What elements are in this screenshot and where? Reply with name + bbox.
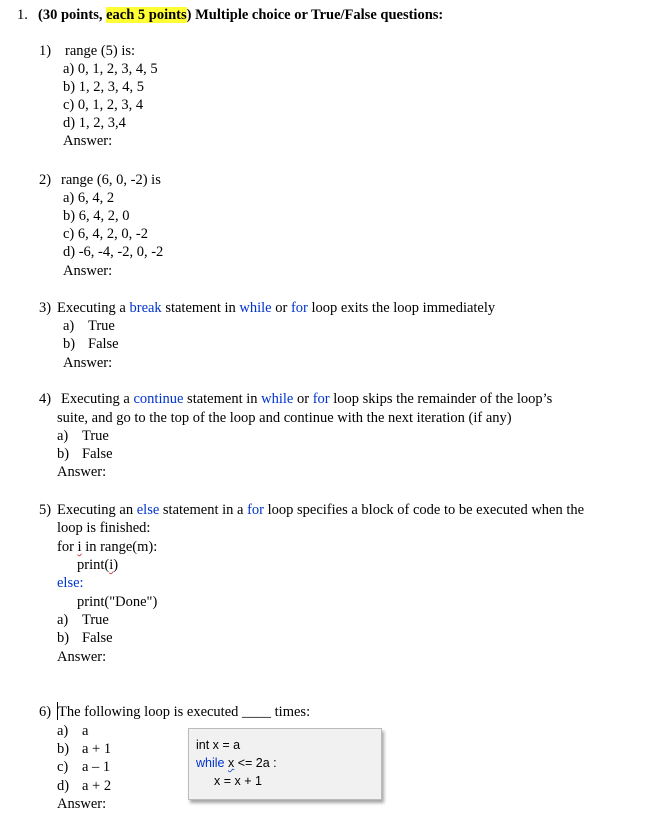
q1-number: 1) bbox=[39, 43, 52, 59]
q3-stem: Executing a break statement in while or for loop exits the loop immediately bbox=[57, 300, 496, 316]
q1-option: b) 1, 2, 3, 4, 5 bbox=[63, 79, 144, 95]
q2-answer: Answer: bbox=[63, 263, 113, 279]
q6-number: 6) bbox=[39, 704, 52, 720]
q1-option: a) 0, 1, 2, 3, 4, 5 bbox=[63, 61, 158, 77]
q4-stem: Executing a continue statement in while or for loop skips the remainder of the loop’s bbox=[61, 391, 553, 407]
points-highlight: each 5 points bbox=[106, 7, 187, 23]
keyword-while: while bbox=[239, 300, 272, 316]
q2-option: b) 6, 4, 2, 0 bbox=[63, 208, 130, 224]
q5-option-b: b) False bbox=[57, 630, 113, 646]
section-heading: (30 points, each 5 points) Multiple choice or True/False questions: bbox=[38, 7, 444, 23]
q1-option: d) 1, 2, 3,4 bbox=[63, 115, 126, 131]
q5-code-print: print(i) bbox=[77, 557, 119, 573]
code-line-while: while x <= 2a : bbox=[196, 756, 277, 770]
q3-number: 3) bbox=[39, 300, 52, 316]
q2-option: a) 6, 4, 2 bbox=[63, 190, 115, 206]
q4-option-a: a) True bbox=[57, 428, 109, 444]
q1-stem: range (5) is: bbox=[65, 43, 136, 59]
answer-blank: ____ bbox=[242, 704, 272, 720]
q4-answer: Answer: bbox=[57, 464, 107, 480]
keyword-break: break bbox=[129, 300, 162, 316]
q6-option-a: a) a bbox=[57, 723, 89, 739]
q2-option: d) -6, -4, -2, 0, -2 bbox=[63, 244, 164, 260]
keyword-while: while bbox=[261, 391, 294, 407]
keyword-for: for bbox=[312, 391, 330, 407]
q5-answer: Answer: bbox=[57, 649, 107, 665]
q5-code-else: else: bbox=[57, 575, 84, 591]
q5-code-for: for i in range(m): bbox=[57, 539, 158, 555]
q6-option-b: b) a + 1 bbox=[57, 741, 112, 757]
q6-stem: The following loop is executed ____ times: bbox=[58, 704, 311, 720]
keyword-else: else bbox=[136, 502, 160, 518]
q4-stem-line2: suite, and go to the top of the loop and continue with the next iteration (if any) bbox=[57, 410, 512, 426]
keyword-for: for bbox=[290, 300, 308, 316]
q6-answer: Answer: bbox=[57, 796, 107, 812]
q6-option-c: c) a – 1 bbox=[57, 759, 111, 775]
keyword-for: for bbox=[247, 502, 264, 518]
q5-number: 5) bbox=[39, 502, 52, 518]
q2-option: c) 6, 4, 2, 0, -2 bbox=[63, 226, 148, 242]
q4-number: 4) bbox=[39, 391, 52, 407]
q5-stem-line2: loop is finished: bbox=[57, 520, 151, 536]
q4-option-b: b) False bbox=[57, 446, 113, 462]
code-line-init: int x = a bbox=[196, 738, 241, 752]
q3-answer: Answer: bbox=[63, 355, 113, 371]
q3-option-b: b) False bbox=[63, 336, 119, 352]
q5-code-print-done: print("Done") bbox=[77, 594, 158, 610]
q2-stem: range (6, 0, -2) is bbox=[61, 172, 161, 188]
question-number: 1. bbox=[17, 7, 28, 23]
q2-number: 2) bbox=[39, 172, 52, 188]
q5-stem: Executing an else statement in a for loop specifies a block of code to be executed when the bbox=[57, 502, 585, 518]
q6-option-d: d) a + 2 bbox=[57, 778, 112, 794]
q5-option-a: a) True bbox=[57, 612, 109, 628]
code-snippet-box bbox=[188, 728, 382, 800]
code-line-increment: x = x + 1 bbox=[214, 774, 262, 788]
q1-option: c) 0, 1, 2, 3, 4 bbox=[63, 97, 144, 113]
q3-option-a: a) True bbox=[63, 318, 115, 334]
keyword-continue: continue bbox=[133, 391, 184, 407]
q1-answer: Answer: bbox=[63, 133, 113, 149]
